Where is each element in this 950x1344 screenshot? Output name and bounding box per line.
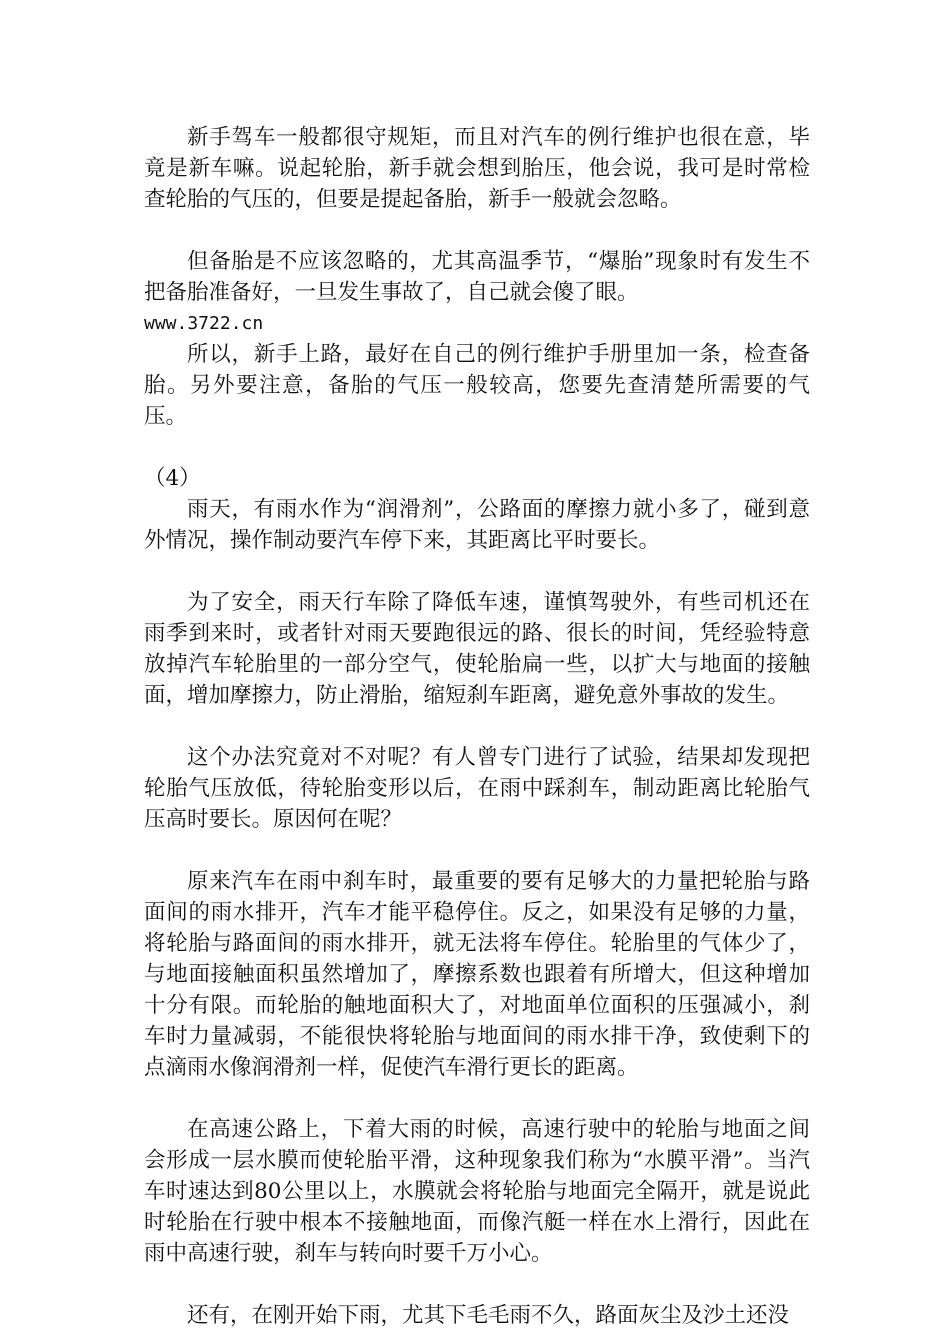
section-marker: （4） [144,466,201,491]
paragraph-gap [144,1269,810,1300]
paragraph-early-rain: 还有，在刚开始下雨，尤其下毛毛雨不久，路面灰尘及沙土还没 [187,1303,790,1328]
paragraph-gap [144,1083,810,1114]
paragraph-spare-tire-intro: 新手驾车一般都很守规矩，而且对汽车的例行维护也很在意，毕竟是新车嘛。说起轮胎，新手就会想到胎压，他会说，我可是时常检查轮胎的气压的，但要是提起备胎，新手一般就会忽略。 [144,125,810,212]
paragraph-gap [144,432,810,463]
paragraph-rainy-friction: 雨天，有雨水作为“润滑剂”，公路面的摩擦力就小多了，碰到意外情况，操作制动要汽车停下来，其距离比平时要长。 [144,497,810,553]
paragraph-experiment: 这个办法究竟对不对呢？有人曾专门进行了试验，结果却发现把轮胎气压放低，待轮胎变形以后，在雨中踩刹车，制动距离比轮胎气压高时要长。原因何在呢？ [144,745,810,832]
paragraph-gap [144,711,810,742]
paragraph-explanation: 原来汽车在雨中刹车时，最重要的要有足够大的力量把轮胎与路面间的雨水排开，汽车才能平稳停住。反之，如果没有足够的力量，将轮胎与路面间的雨水排开，就无法将车停住。轮胎里的气体少了，与地面接触面积虽然增加了，摩擦系数也跟着有所增大，但这种增加十分有限。而轮胎的触地面积大了，对地面单位面积的压强减小，刹车时力量减弱，不能很快将轮胎与地面间的雨水排干净，致使剩下的点滴雨水像润滑剂一样，促使汽车滑行更长的距离。 [144,869,810,1080]
document-body [144,122,810,1331]
paragraph-gap [144,556,810,587]
paragraph-lower-tire-pressure: 为了安全，雨天行车除了降低车速，谨慎驾驶外，有些司机还在雨季到来时，或者针对雨天要跑很远的路、很长的时间，凭经验特意放掉汽车轮胎里的一部分空气，使轮胎扁一些，以扩大与地面的接触面，增加摩擦力，防止滑胎，缩短刹车距离，避免意外事故的发生。 [144,590,810,708]
paragraph-hydroplaning: 在高速公路上，下着大雨的时候，高速行驶中的轮胎与地面之间会形成一层水膜而使轮胎平滑，这种现象我们称为“水膜平滑”。当汽车时速达到80公里以上，水膜就会将轮胎与地面完全隔开，就是说此时轮胎在行驶中根本不接触地面，而像汽艇一样在水上滑行，因此在雨中高速行驶，刹车与转向时要千万小心。 [144,1117,810,1266]
paragraph-gap [144,835,810,866]
paragraph-spare-tire-warning: 但备胎是不应该忽略的，尤其高温季节，“爆胎”现象时有发生不把备胎准备好，一旦发生事故了，自己就会傻了眼。 [144,249,810,305]
paragraph-check-spare-tire: 所以，新手上路，最好在自己的例行维护手册里加一条，检查备胎。另外要注意，备胎的气压一般较高，您要先查清楚所需要的气压。 [144,342,810,429]
website-url: www.3722.cn [144,313,264,334]
paragraph-gap [144,215,810,246]
